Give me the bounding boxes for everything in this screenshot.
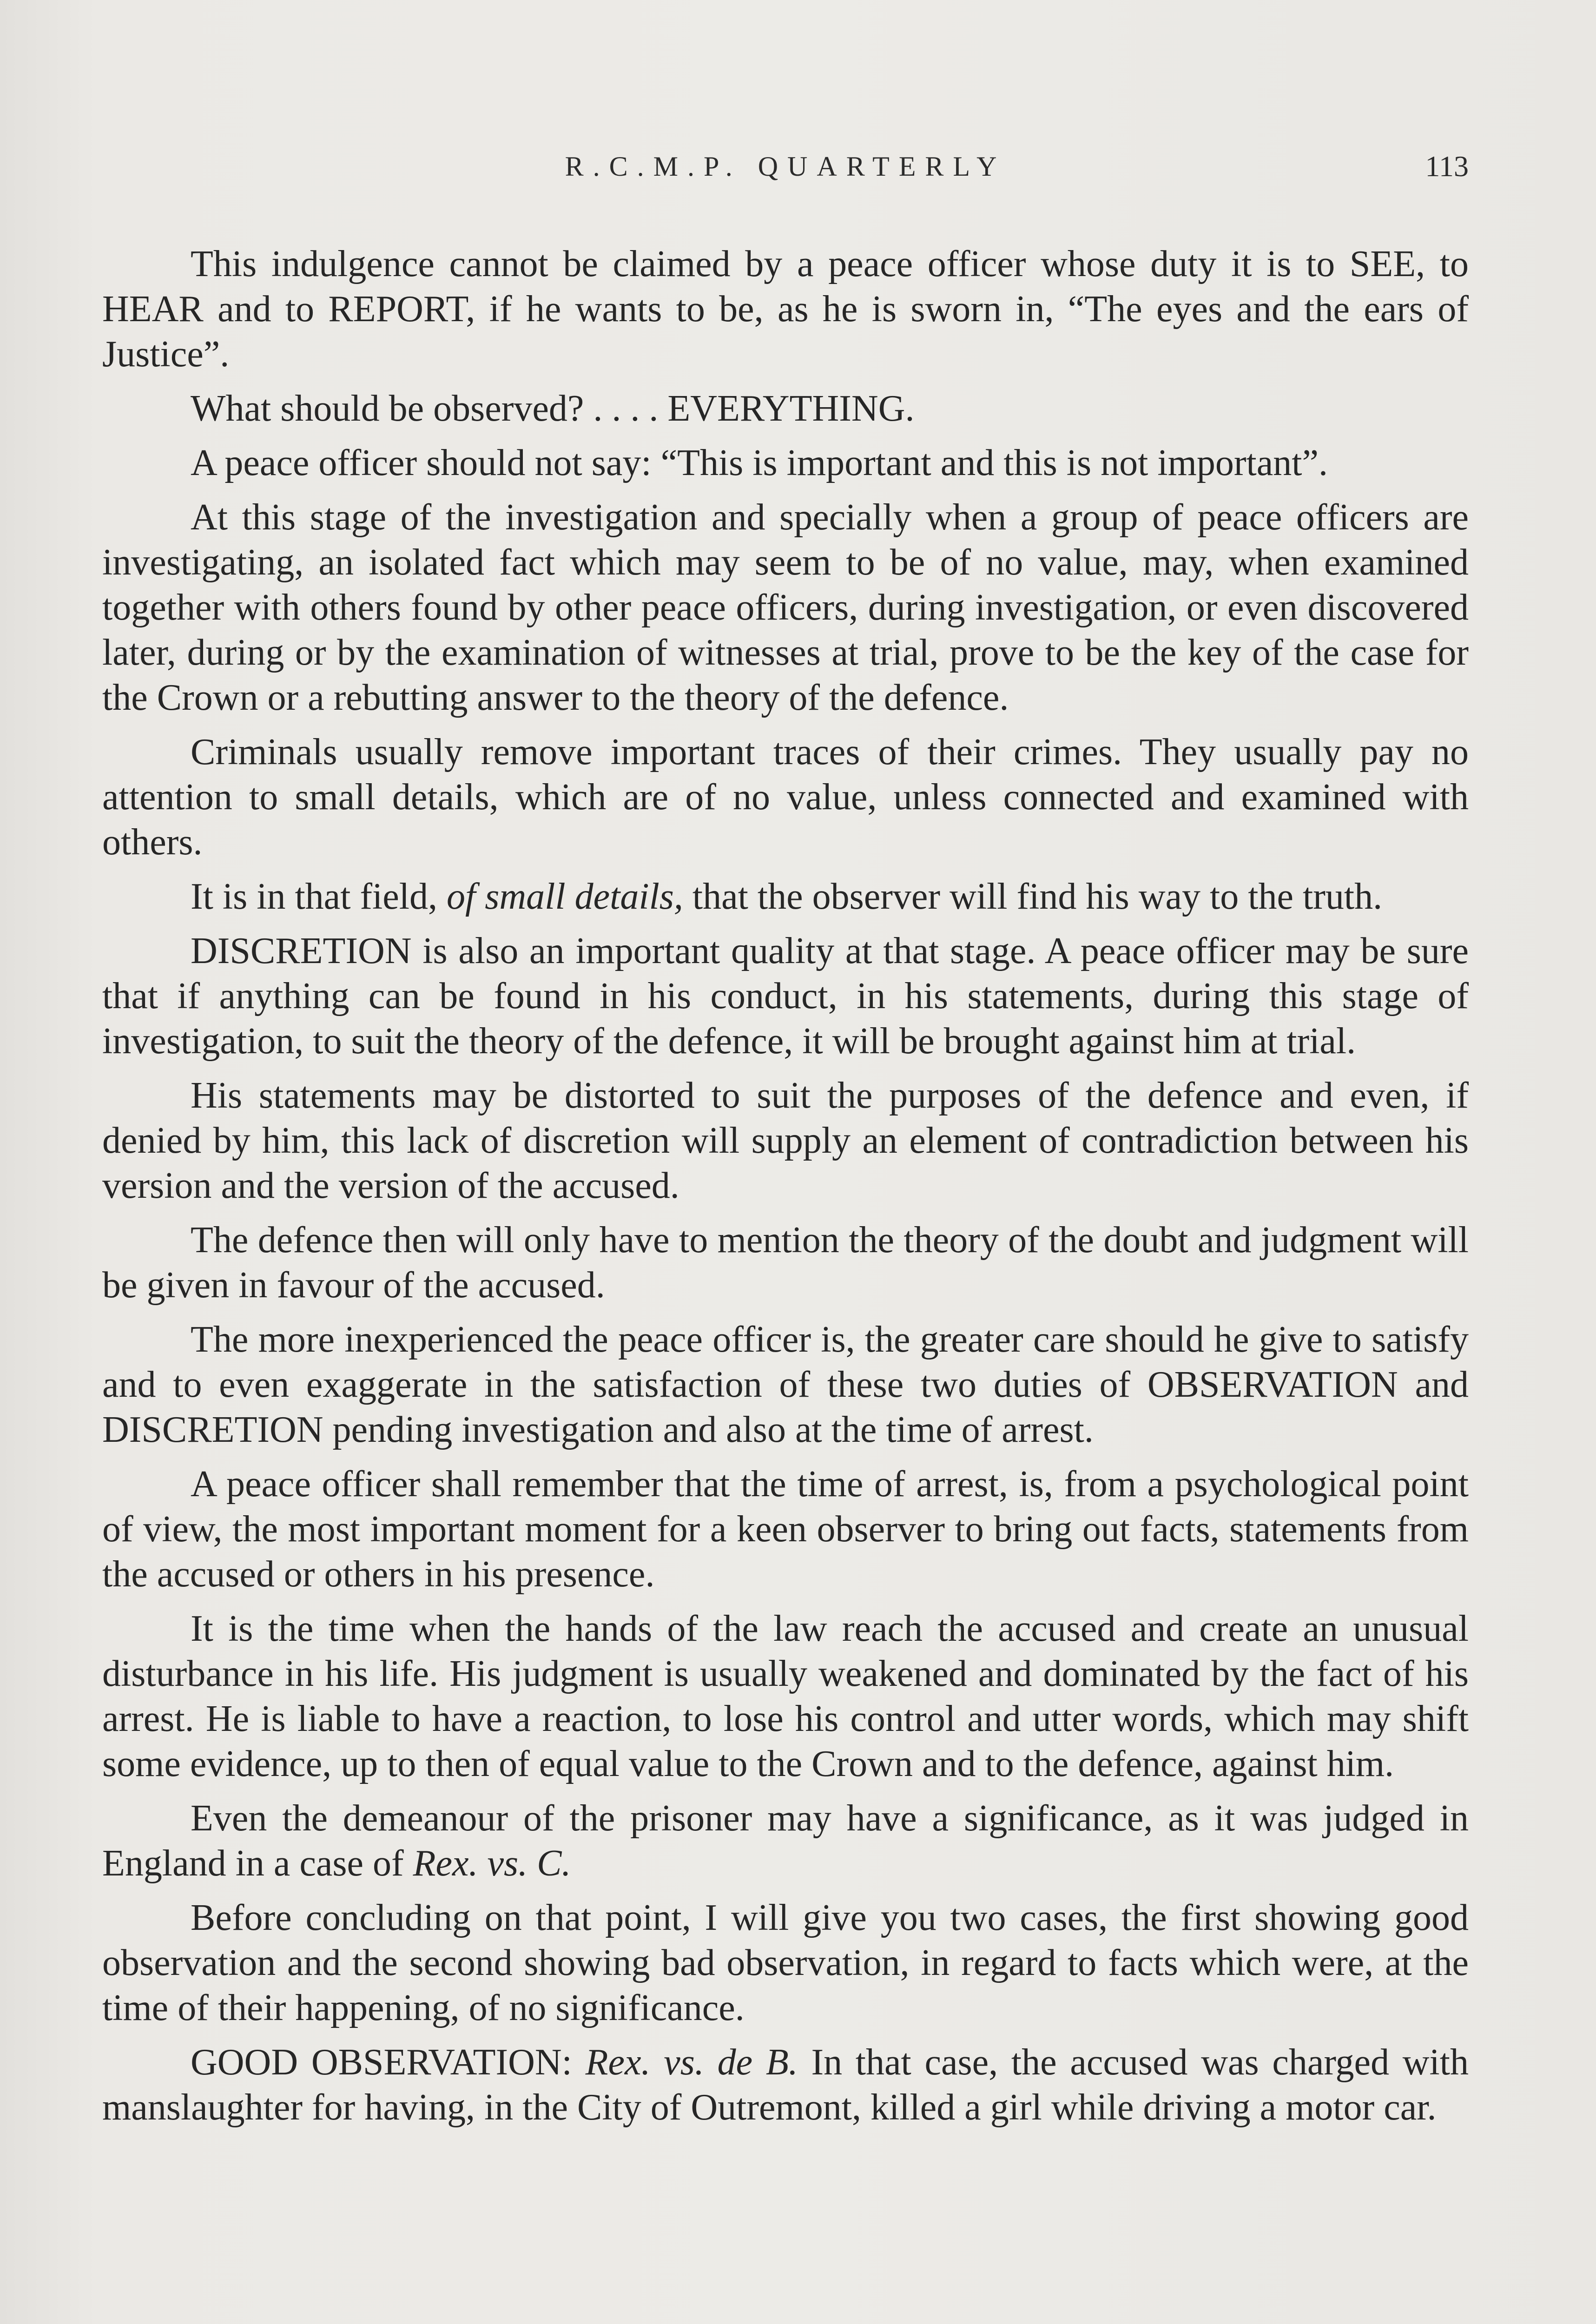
- running-header: [102, 148, 1469, 185]
- text-run: A peace officer shall remember that the time of arrest, is, from a psychological point of view, the most important moment for a keen observer to bring out facts, statements from the accused or others in his presence.: [102, 1464, 1469, 1595]
- running-title: R.C.M.P. QUARTERLY: [565, 151, 1006, 182]
- paragraph: [102, 929, 1469, 1064]
- text-run: The more inexperienced the peace officer is, the greater care should he give to satisfy and to even exaggerate in the satisfaction of these two duties of OBSERVATION and DISCRETION pending investigation and also at the time of arrest.: [102, 1319, 1469, 1450]
- italic-text-run: Rex. vs. de B.: [585, 2042, 798, 2083]
- paragraph: [102, 441, 1469, 486]
- text-run: Even the demeanour of the prisoner may have a significance, as it was judged in England in a case of: [102, 1798, 1469, 1884]
- paragraph: [102, 1895, 1469, 2031]
- paragraph: [102, 495, 1469, 720]
- paragraph: [102, 874, 1469, 919]
- text-run: that the observer will find his way to the truth.: [683, 876, 1383, 917]
- text-run: At this stage of the investigation and specially when a group of peace officers are investigating, an isolated fact which may seem to be of no value, may, when examined together with others found by other peace officers, during investigation, or even discovered later, during or by the examination of witnesses at trial, prove to be the key of the case for the Crown or a rebutting answer to the theory of the defence.: [102, 497, 1469, 718]
- text-run: A peace officer should not say: “This is important and this is not important”.: [191, 442, 1328, 483]
- paragraph: [102, 1606, 1469, 1787]
- text-run: It is the time when the hands of the law reach the accused and create an unusual disturbance in his life. His judgment is usually weakened and dominated by the fact of his arrest. He is liable to have a reaction, to lose his control and utter words, which may shift some evidence, up to then of equal value to the Crown and to the defence, against him.: [102, 1608, 1469, 1784]
- italic-text-run: of small details,: [447, 876, 683, 917]
- text-run: His statements may be distorted to suit the purposes of the defence and even, if denied by him, this lack of discretion will supply an element of contradiction between his version and the version of the accused.: [102, 1075, 1469, 1206]
- text-run: DISCRETION is also an important quality at that stage. A peace officer may be sure that if anything can be found in his conduct, in his statements, during this stage of investigation, to suit the theory of the defence, it will be brought against him at trial.: [102, 931, 1469, 1062]
- paragraph: [102, 2040, 1469, 2130]
- paragraph: [102, 1073, 1469, 1208]
- body-text: [102, 242, 1469, 2139]
- text-run: What should be observed? . . . . EVERYTHING.: [191, 388, 915, 429]
- text-run: In that case, the accused was charged with manslaughter for having, in the City of Outremont, killed a girl while driving a motor car.: [102, 2042, 1469, 2128]
- text-run: GOOD OBSERVATION:: [191, 2042, 586, 2083]
- text-run: It is in that field,: [191, 876, 447, 917]
- paragraph: [102, 386, 1469, 431]
- text-run: Criminals usually remove important traces of their crimes. They usually pay no attention to small details, which are of no value, unless connected and examined with others.: [102, 732, 1469, 863]
- paragraph: [102, 1317, 1469, 1452]
- page-number: 113: [1425, 150, 1469, 183]
- text-run: This indulgence cannot be claimed by a peace officer whose duty it is to SEE, to HEAR and to REPORT, if he wants to be, as he is sworn in, “The eyes and the ears of Justice”.: [102, 244, 1469, 375]
- text-run: Before concluding on that point, I will give you two cases, the first showing good observation and the second showing bad observation, in regard to facts which were, at the time of their happening, of no significance.: [102, 1897, 1469, 2028]
- text-run: The defence then will only have to mention the theory of the doubt and judgment will be given in favour of the accused.: [102, 1220, 1469, 1306]
- italic-text-run: Rex. vs. C.: [413, 1843, 571, 1884]
- paragraph: [102, 730, 1469, 865]
- paragraph: [102, 1462, 1469, 1597]
- paragraph: [102, 242, 1469, 377]
- paragraph: [102, 1796, 1469, 1886]
- paragraph: [102, 1218, 1469, 1308]
